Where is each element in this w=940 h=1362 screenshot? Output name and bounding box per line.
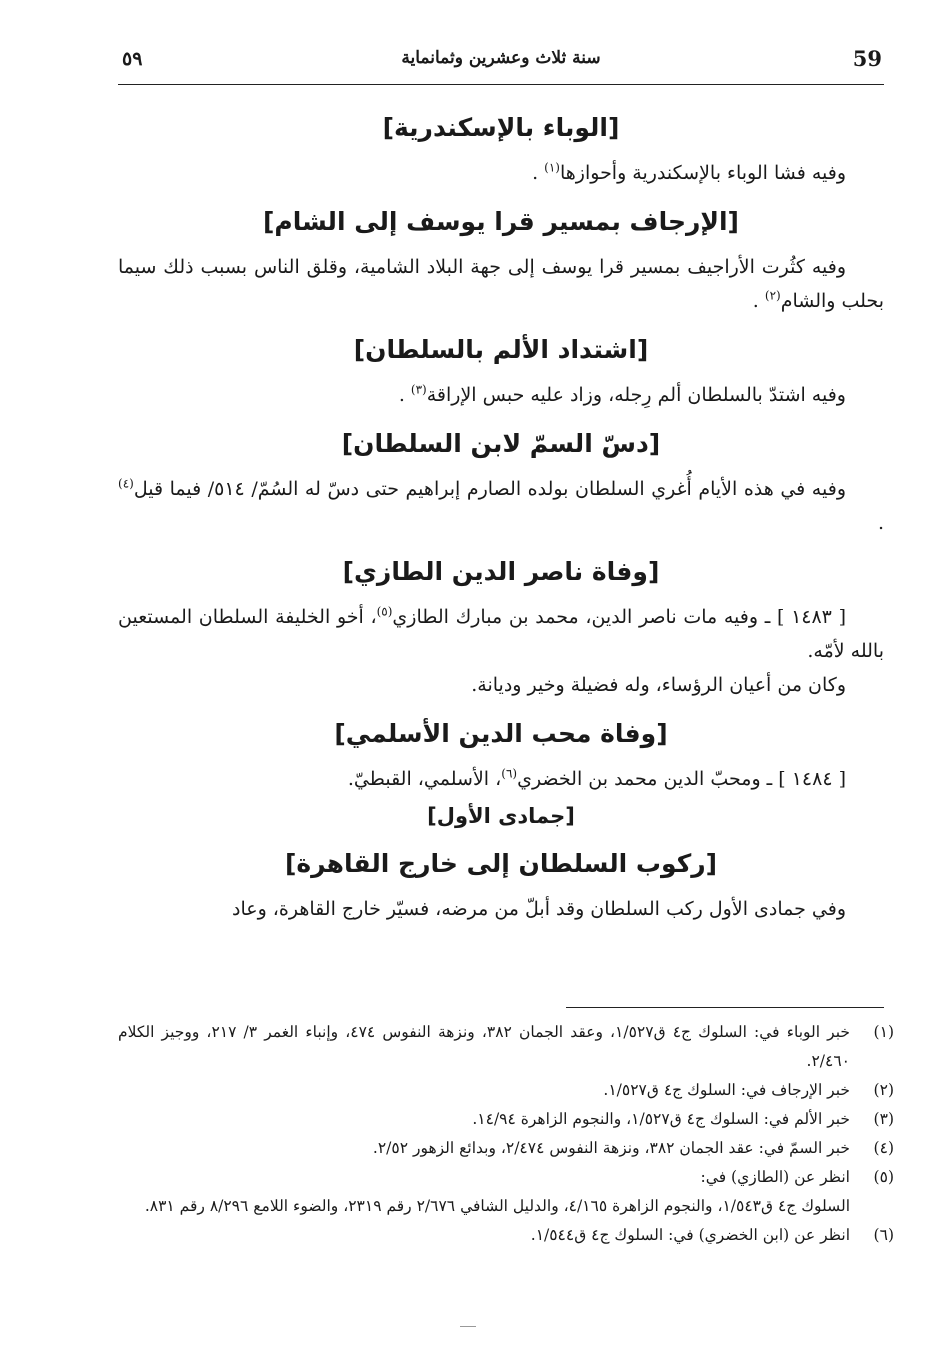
section-heading: [الوباء بالإسكندرية] (382, 113, 620, 142)
footnote-ref[interactable]: (٦) (501, 766, 518, 781)
running-header (118, 44, 884, 85)
footnote-continuation: السلوك ج٤ ق١/٥٤٣، والنجوم الزاهرة ٤/١٦٥، والدليل الشافي ٢/٦٧٦ رقم ٢٣١٩، والضوء اللامع ٨/٢٩٦ رقم ٨٣١. (144, 1197, 850, 1215)
footnote-text: خبر الإرجاف في: السلوك ج٤ ق١/٥٢٧. (603, 1081, 850, 1099)
section-heading: [اشتداد الألم بالسلطان] (353, 335, 649, 364)
footnote-ref[interactable]: (٥) (376, 604, 393, 619)
footnote (118, 1163, 894, 1192)
section-heading: [الإرجاف بمسير قرا يوسف إلى الشام] (262, 207, 739, 236)
paragraph: وكان من أعيان الرؤساء، وله فضيلة وخير وديانة. (471, 674, 846, 696)
footnote-number: (٥) (873, 1168, 894, 1186)
footnote-separator (566, 1007, 884, 1008)
paragraph: وفيه في هذه الأيام أُغري السلطان بولده الصارم إبراهيم حتى دسّ له السُمّ/ ٥١٤/ فيما قيل$^{(٤)}$ . (118, 476, 884, 534)
paragraph: وفيه كثُرت الأراجيف بمسير قرا يوسف إلى جهة البلاد الشامية، وقلق الناس بسبب ذلك سيما بحلب والشام$^{(٢)}$ . (118, 256, 884, 312)
footnotes (118, 1018, 894, 1250)
footnote-number: (٣) (873, 1110, 894, 1128)
main-text (118, 100, 884, 926)
month-heading: [جمادى الأول] (427, 804, 575, 828)
footnote-ref[interactable]: (٤) (118, 476, 134, 491)
footnote (118, 1134, 894, 1163)
footnote-text: خبر الوباء في: السلوك ج٤ ق١/٥٢٧، وعقد الجمان ٣٨٢، ونزهة النفوس ٤٧٤، وإنباء الغمر ٣/ ٢١٧، ووجيز الكلام ٢/٤٦٠. (118, 1023, 850, 1070)
running-title: سنة ثلاث وعشرين وثمانماية (401, 48, 601, 68)
footnote-number: (٦) (873, 1226, 894, 1244)
footnote-ref[interactable]: (٣) (410, 382, 427, 397)
footnote-ref[interactable]: (٢) (764, 288, 781, 303)
footnote-text: انظر عن (ابن الخضري) في: السلوك ج٤ ق١/٥٤٤. (530, 1226, 850, 1244)
section-heading: [ركوب السلطان إلى خارج القاهرة] (284, 849, 718, 878)
footnote (118, 1105, 894, 1134)
section-heading: [دسّ السمّ لابن السلطان] (341, 429, 661, 458)
section-heading: [وفاة ناصر الدين الطازي] (342, 557, 660, 586)
footnote-ref[interactable]: (١) (544, 160, 560, 175)
footnote-text: خبر الألم في: السلوك ج٤ ق١/٥٢٧، والنجوم الزاهرة ١٤/٩٤. (472, 1110, 850, 1128)
footnote (118, 1076, 894, 1105)
section-heading: [وفاة محب الدين الأسلمي] (334, 719, 668, 748)
footnote-number: (٤) (873, 1139, 894, 1157)
page-number-arabic: ٥٩ (122, 48, 143, 70)
footnote (118, 1018, 894, 1076)
paragraph: وفيه فشا الوباء بالإسكندرية وأحوازها$^{(١)}$ . (532, 160, 846, 184)
footnote-number: (١) (873, 1023, 894, 1041)
paragraph: وفيه اشتدّ بالسلطان ألم رِجله، وزاد عليه حبس الإراقة$^{(٣)}$ . (398, 382, 846, 406)
page-number-latin: 59 (852, 46, 882, 71)
footnote-text: خبر السمّ في: عقد الجمان ٣٨٢، ونزهة النفوس ٢/٤٧٤، وبدائع الزهور ٢/٥٢. (372, 1139, 850, 1157)
paragraph: [ ١٤٨٣ ] ـ وفيه مات ناصر الدين، محمد بن مبارك الطازي$^{(٥)}$، أخو الخليفة السلطان المستعين بالله لأمّه. (118, 604, 884, 662)
footnote-text: انظر عن (الطازي) في: (700, 1168, 850, 1186)
paragraph: وفي جمادى الأول ركب السلطان وقد أبلّ من مرضه، فسيّر خارج القاهرة، وعاد (231, 898, 846, 920)
footnote-number: (٢) (873, 1081, 894, 1099)
page-mark (460, 1326, 476, 1327)
paragraph: [ ١٤٨٤ ] ـ ومحبّ الدين محمد بن الخضري$^{(٦)}$، الأسلمي، القبطيّ. (347, 766, 846, 790)
footnote (118, 1221, 894, 1250)
